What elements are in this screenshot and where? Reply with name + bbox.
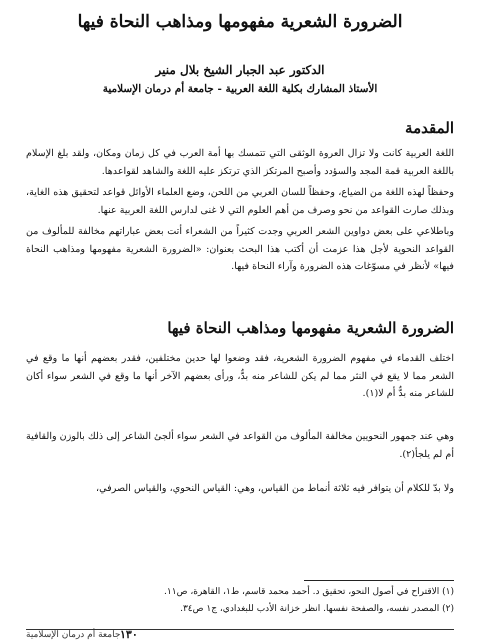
article-title: الضرورة الشعرية مفهومها ومذاهب النحاة فيها: [77, 12, 403, 32]
footnote: (٢) المصدر نفسه، والصفحة نفسها. انظر خزانة الأدب للبغدادي، ج١ ص٣٤.: [180, 604, 454, 614]
intro-heading: المقدمة: [405, 119, 454, 137]
author-affiliation: الأستاذ المشارك بكلية اللغة العربية - جامعة أم درمان الإسلامية: [102, 83, 378, 95]
footnote-divider: [304, 580, 454, 581]
intro-paragraph: وباطلاعي على بعض دواوين الشعر العربي وجدت كثيراً من الشعراء أتت بعض عباراتهم مخالفة للمألوف من القواعد النحوية لأجل هذا عزمت أن أكتب هذا البحث بعنوان: «الضرورة الشعرية مفهومها ومذاهب النحاة فيها» لأنظر في مسوّغات هذه الضرورة وآراء النحاة فيها.: [26, 226, 454, 272]
running-footer: جامعة أم درمان الإسلامية: [26, 630, 121, 640]
page-number: ١٣٠: [120, 628, 138, 641]
intro-paragraph: اللغة العربية كانت ولا تزال العروة الوثقى التي تتمسك بها أمة العرب في كل زمان ومكان، ولقد بلغ الإسلام باللغة العربية قمة المجد والسؤدد وأصبح المرتكز الذي ترتكز عليه اللغة والشاهد لقواعدها.: [26, 148, 454, 177]
section-paragraph: اختلف القدماء في مفهوم الضرورة الشعرية، فقد وضعوا لها حدين مختلفين، فقدر بعضهم أنها ما وقع في الشعر مما لا يقع في النثر مما لم يكن للشاعر منه بدٌّ، ورأى بعضهم الآخر أنها ما وقع في الشعر سواء أكان للشاعر منه بدٌّ أم لا(١).: [26, 353, 454, 399]
footnote: (١) الاقتراح في أصول النحو، تحقيق د. أحمد محمد قاسم، ط١، القاهرة، ص١١.: [164, 587, 454, 597]
author-name: الدكتور عبد الجبار الشيخ بلال منير: [155, 63, 325, 77]
section-heading: الضرورة الشعرية مفهومها ومذاهب النحاة فيها: [167, 319, 454, 337]
section-paragraph: وهي عند جمهور النحويين مخالفة المألوف من القواعد في الشعر سواء ألجئ الشاعر إلى ذلك بالوزن والقافية أم لم يلجأ(٢).: [26, 431, 454, 460]
intro-paragraph: وحفظاً لهذه اللغة من الضياع، وحفظاً للسان العربي من اللحن، وضع العلماء الأوائل قواعد لتحقيق هذه الغاية، وبذلك صارت القواعد من نحو وصرف من أهم العلوم التي لا غنى لدارس اللغة العربية عنها.: [26, 187, 454, 216]
section-paragraph: ولا بدّ للكلام أن يتوافر فيه ثلاثة أنماط من القياس، وهي: القياس النحوي، والقياس الصرفي،: [96, 483, 454, 494]
